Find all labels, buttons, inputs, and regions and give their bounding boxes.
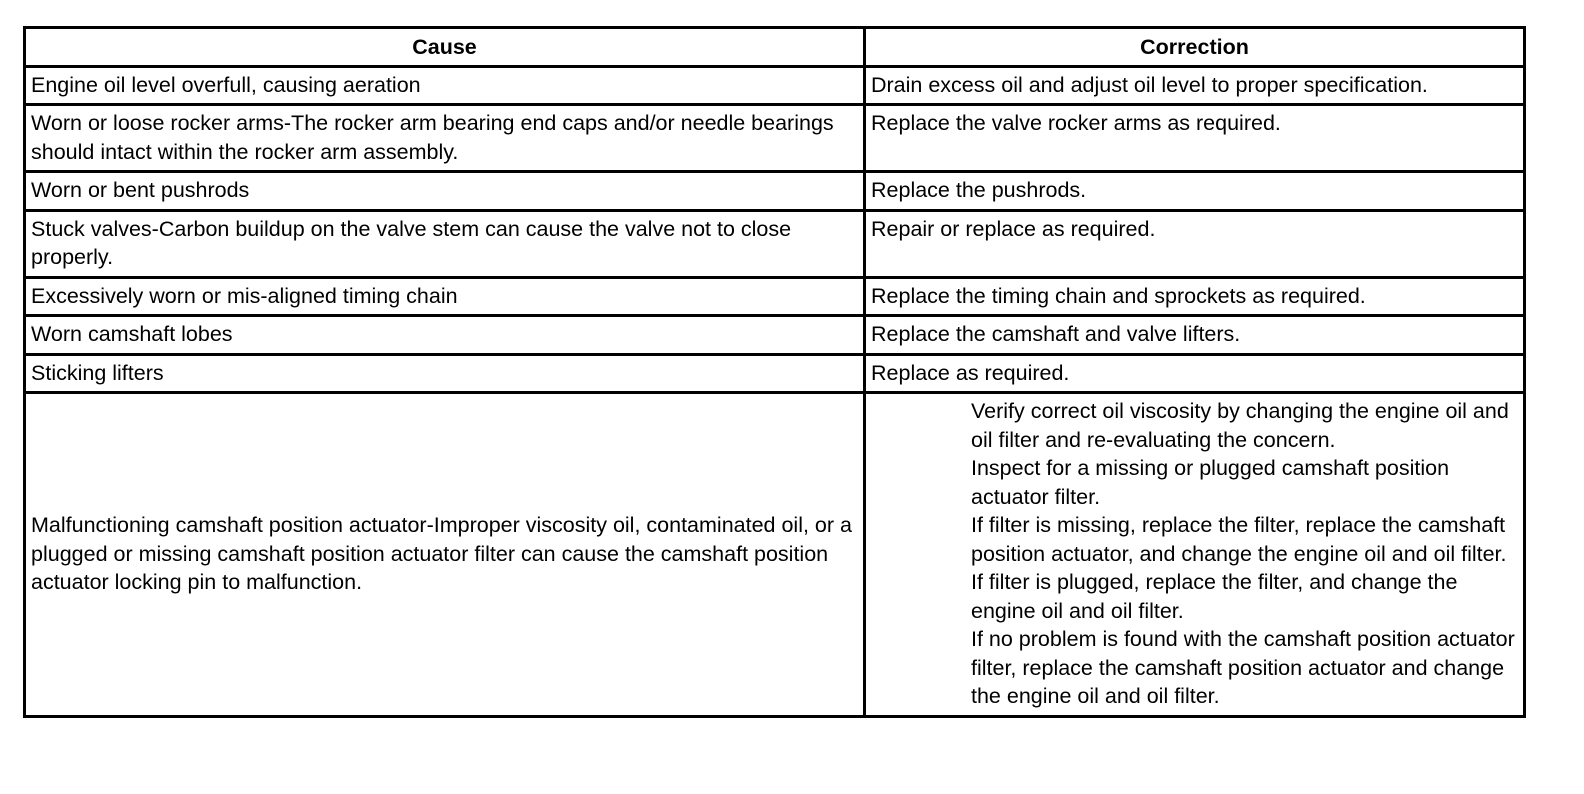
table-row [25,66,1525,105]
correction-column-header: Correction [865,28,1525,67]
table-row [25,316,1525,355]
correction-step: Inspect for a missing or plugged camshaft position actuator filter. [971,456,1450,509]
table-row [25,105,1525,172]
correction-cell: Drain excess oil and adjust oil level to proper specification. [865,66,1525,105]
table-header-row [25,28,1525,67]
correction-cell: Replace the pushrods. [865,172,1525,211]
cause-correction-table [23,26,1526,718]
correction-steps-cell [865,393,1525,717]
cause-correction-table-container [23,26,1523,718]
cause-cell: Excessively worn or mis-aligned timing chain [25,277,865,316]
cause-cell: Worn camshaft lobes [25,316,865,355]
cause-cell: Sticking lifters [25,354,865,393]
correction-cell: Replace the camshaft and valve lifters. [865,316,1525,355]
correction-step: If filter is plugged, replace the filter, and change the engine oil and oil filter. [971,570,1458,623]
cause-cell: Malfunctioning camshaft position actuator-Improper viscosity oil, contaminated oil, or a plugged or missing camshaft position actuator filter can cause the camshaft position actuator locking pin to malfunction. [25,393,865,717]
correction-cell: Replace as required. [865,354,1525,393]
cause-cell: Engine oil level overfull, causing aeration [25,66,865,105]
table-row [25,393,1525,717]
cause-column-header: Cause [25,28,865,67]
table-row [25,172,1525,211]
correction-cell: Replace the timing chain and sprockets as required. [865,277,1525,316]
correction-cell: Replace the valve rocker arms as required. [865,105,1525,172]
correction-step: If filter is missing, replace the filter, replace the camshaft position actuator, and change the engine oil and oil filter. [971,513,1507,566]
correction-step: Verify correct oil viscosity by changing the engine oil and oil filter and re-evaluating the concern. [971,399,1509,452]
cause-cell: Stuck valves-Carbon buildup on the valve stem can cause the valve not to close properly. [25,210,865,277]
cause-cell: Worn or bent pushrods [25,172,865,211]
cause-cell: Worn or loose rocker arms-The rocker arm bearing end caps and/or needle bearings should intact within the rocker arm assembly. [25,105,865,172]
table-row [25,277,1525,316]
table-row [25,210,1525,277]
table-row [25,354,1525,393]
correction-cell: Repair or replace as required. [865,210,1525,277]
correction-step: If no problem is found with the camshaft position actuator filter, replace the camshaft position actuator and change the engine oil and oil filter. [971,627,1515,708]
